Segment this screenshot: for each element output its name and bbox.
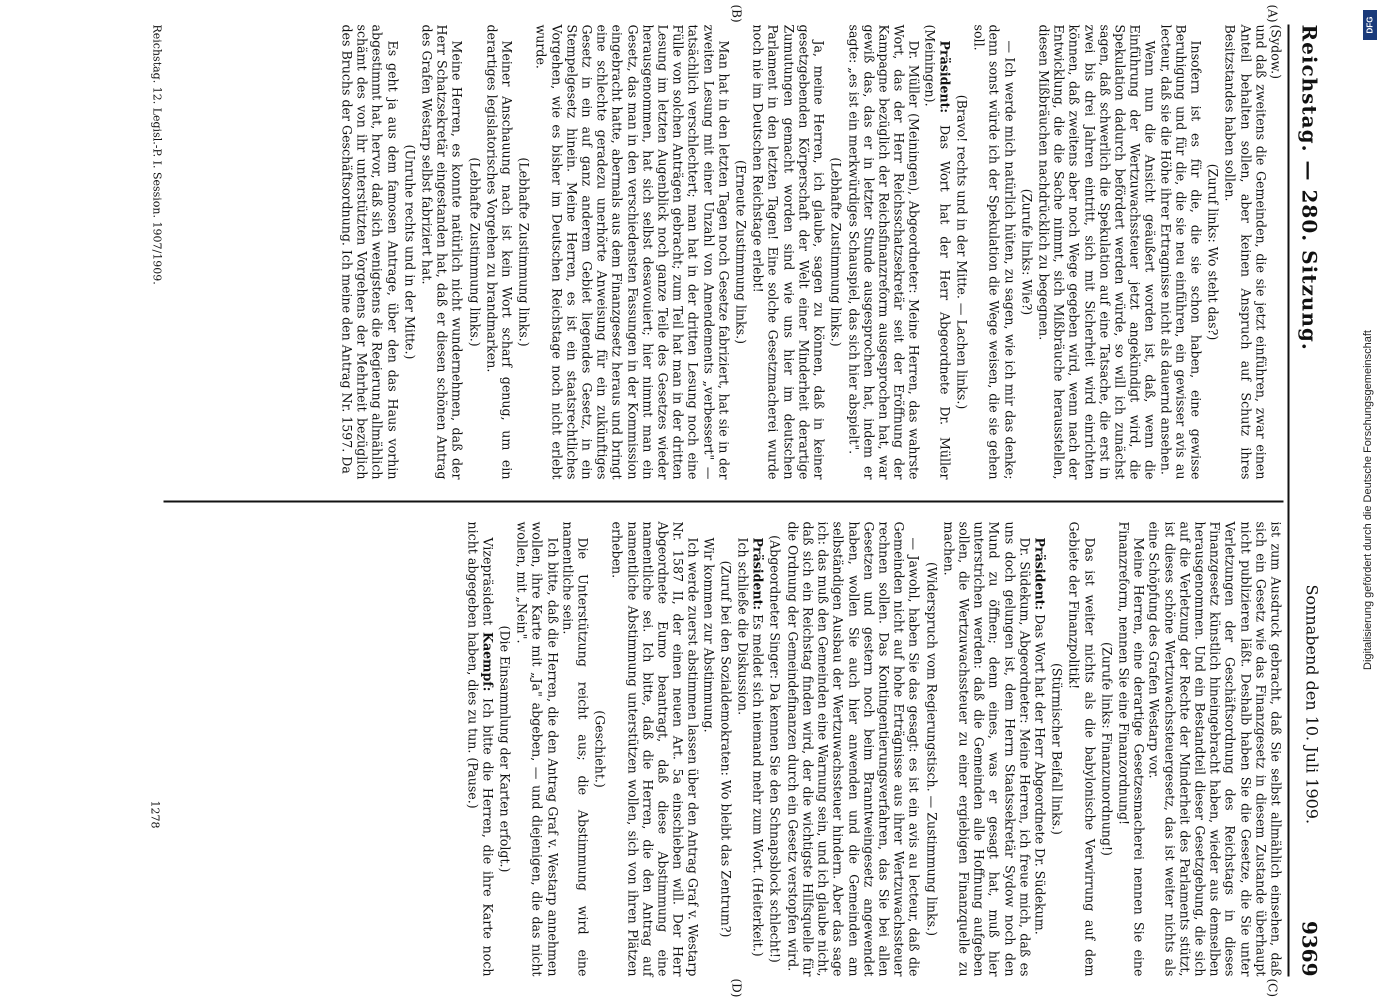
paragraph: Wir kommen zur Abstimmung. <box>700 537 716 733</box>
paragraph: Präsident: Das Wort hat der Herr Abgeordnete Dr. Müller (Meiningen). <box>921 24 952 479</box>
margin-marker-a: (A) <box>1265 4 1279 23</box>
paragraph: (Unruhe rechts und in der Mitte.) <box>401 144 417 359</box>
paragraph: Das ist weiter nichts als die babylonische Verwirrung auf dem Gebiete der Finanzpolitik! <box>1066 521 1097 976</box>
paragraph: (Lebhafte Zustimmung links.) <box>516 156 532 347</box>
paragraph: Meine Herren, eine derartige Gesetzesmacherei nennen Sie eine Finanzreform, nennen Sie eine Finanzordnung! <box>1115 521 1147 976</box>
paragraph: Dr. Südekum, Abgeordneter: Meine Herren, ich freue mich, daß es uns doch gelungen ist, dem Herrn Staatssekretär Sydow noch den Mund zu öffnen; denn eines, was er gesagt hat, muß hier unterstrichen werden: daß die Gemeinden alle Hoffnung aufgeben sollen, die Wertzuwachssteuer zu einer ergiebigen Finanzquelle zu machen. <box>940 521 1032 976</box>
paragraph: Ich werde zuerst abstimmen lassen über den Antrag Graf v. Westarp Nr. 1587 II, der einen neuen Art. 5a einschieben will. Der Herr Abgeordnete Eumo beantragt, daß diese Abstimmung eine namentliche sei. Ich bitte, daß die Herren, die den Antrag auf namentliche Abstimmung unterstützen wollen, sich von ihren Plätzen erheben. <box>609 521 701 976</box>
paragraph: — Jawohl, haben Sie das gesagt: es ist ein avis au lecteur, daß die Gemeinden nicht auf hohe Erträgnisse aus ihrer Wertzuwachssteuer rechnen sollen. Das Kontingentierungsverfahren, das Sie bei allen Gesetzen und gestern noch beim Branntweingesetz angewendet haben, wollen Sie auch hier anwenden und die Gemeinden am selbständigen Ausbau der Wertzuwachssteuer hindern. Aber das sage ich: das muß den Gemeinden eine Warnung sein, und ich glaube nicht, daß sich ein Reichstag finden wird, der die wichtigste Hilfsquelle für die Ordnung der Gemeindefinanzen durch ein Gesetz verstopfen wird. <box>784 521 922 976</box>
speaker-label: Präsident: <box>1031 537 1047 610</box>
paragraph: Wenn nun die Ansicht geäußert worden ist, daß, wenn die Einführung der Wertzuwachssteuer jetzt angekündigt wird, die Spekulation dadurch befördert werden würde, so will ich zunächst sagen, daß schwerlich die Spekulation auf eine Tatsache, die erst in zwei bis drei Jahren eintritt, sich mit Sicherheit wird einrichten können, daß zweitens aber noch Wege gegeben wird, wenn nach der Entwicklung, die die Sache nimmt, sich Mißbräuche herausstellen, diesen Mißbräuchen nachdrücklich zu begegnen. <box>1035 24 1158 479</box>
paragraph: Dr. Müller (Meiningen), Abgeordneter: Meine Herren, das wahrste Wort, das der Herr Reichsschatzsekretär seit der Eröffnung der Kampagne bezüglich der Reichsfinanzreform ausgesprochen hat, war gewiß das, das er in letzter Stunde ausgesprochen hat, indem er sagte: „es ist ein merkwürdiges Schauspiel, das sich hier abspielt". <box>845 24 922 479</box>
paragraph: — Ich werde mich natürlich hüten, zu sagen, wie ich mir das denke; denn sonst würde ich der Spekulation die Wege weisen, die sie gehen soll. <box>971 24 1017 479</box>
paragraph: (Die Einsammlung der Karten erfolgt.) <box>497 625 513 872</box>
paragraph: (Bravo! rechts und in der Mitte. — Lachen links.) <box>953 94 969 409</box>
paragraph: (Lebhafte Zustimmung links.) <box>466 156 482 347</box>
paragraph: Man hat in den letzten Tagen noch Gesetze fabriziert, hat sie in der zweiten Lesung mit einer Unzahl von Amendements „verbessert" — tatsächlich verschlechtert; man hat in der dritten Lesung noch eine Fülle von solchen Anträgen gebracht; zum Teil hat man in der dritten Lesung im letzten Augenblick noch ganze Teile des Gesetzes wieder herausgenommen, hat sich selbst desavouiert; hier nimmt man ein Gesetz, das man in den verschiedensten Fassungen in der Kommission eingebracht hatte, abermals aus dem Finanzgesetz heraus und bringt eine schlechte geradezu unerhörte Anweisung für ein zukünftiges Gesetz in ein auf ganz anderem Gebiet liegendes Gesetz, in ein Stempelgesetz hinein. Meine Herren, es ist ein staatsrechtliches Vorgehen, wie es bisher im Deutschen Reichstage noch nicht erlebt wurde. <box>533 24 731 479</box>
paragraph: (Sydow.) <box>1268 24 1283 79</box>
header-date: Sonnabend den 10. Juli 1909. <box>1302 584 1321 824</box>
column-divider <box>163 500 1283 502</box>
paragraph: (Widerspruch vom Regierungstisch. — Zustimmung links.) <box>923 561 939 936</box>
paragraph: Die Unterstützung reicht aus; die Abstimmung wird eine namentliche sein. <box>559 521 591 976</box>
paragraph: Ich bitte, daß die Herren, die den Antrag Graf v. Westarp annehmen wollen, ihre Karte mit „Ja" abgeben, — und diejenigen, die das nicht wollen, mit „Nein". <box>514 521 560 976</box>
header-page-number: 9369 <box>1297 920 1321 976</box>
paragraph: (Abgeordneter Singer: Da kennen Sie den Schnapsblock schlecht!) <box>767 534 783 963</box>
footer-legislature: Reichstag. 12. Legisl.-P. I. Session. 1907/1909. <box>150 24 163 285</box>
paragraph: (Zurufe links: Wie?) <box>1018 188 1034 315</box>
dfg-logo-text: DFG <box>1365 16 1375 34</box>
paragraph: Ich schließe die Diskussion. <box>735 537 751 715</box>
margin-marker-b: (B) <box>729 4 743 23</box>
paragraph: Ja, meine Herren, ich glaube, sagen zu können, daß in keiner gesetzgebenden Körperschaft der Welt einer Minderheit derartige Zumutungen gemacht worden sind wie uns hier im deutschen Parlament in den letzten Tagen! Eine solche Gesetzmacherei wurde noch nie im Deutschen Reichstage erlebt! <box>750 24 827 479</box>
paragraph: Vizepräsident Kaempf: Ich bitte die Herren, die ihre Karte noch nicht abgegeben haben, dies zu tun. (Pause.) <box>464 521 495 976</box>
footer-sheet-number: 1278 <box>148 800 161 828</box>
paragraph: ist zum Ausdruck gebracht, daß Sie selbst allmählich einsehen, daß sich ein Gesetz wie das Finanzgesetz in diesem Zustande überhaupt nicht publizieren läßt. Deshalb haben Sie die Gesetze, die Sie unter Verletzungen der Geschäftsordnung des Reichstags in dieses Finanzgesetz künstlich hineingebracht haben, wieder aus demselben herausgenommen. Und ein Bestandteil dieser Gesetzgebung, die sich auf die Verletzung der Rechte der Minderheit des Parlaments stützt, ist dieses schöne Wertzuwachssteuergesetz, das ist weiter nichts als eine Schöpfung des Grafen Westarp vor. <box>1146 521 1283 976</box>
paragraph: (Geschieht.) <box>592 709 608 788</box>
left-column <box>339 24 1283 479</box>
page-header <box>1287 24 1329 976</box>
dfg-logo <box>1363 10 1377 40</box>
paragraph: Meine Herren, es konnte natürlich nicht wundernehmen, daß der Herr Schatzsekretär eingestanden hat, daß er diesen schönen Antrag des Grafen Westarp selbst fabriziert hat. <box>419 24 465 479</box>
digitization-note <box>1357 8 1379 992</box>
right-column <box>464 521 1283 976</box>
paragraph: (Zuruf links: Wo steht das?) <box>1205 163 1221 340</box>
margin-marker-c: (C) <box>1265 978 1279 997</box>
paragraph: Es geht ja aus dem famosen Antrage, über den das Haus vorhin abgestimmt hat, hervor, daß sich wenigstens die Regierung allmählich schämt des von ihr unterstützten Vorgehens der Mehrheit bezüglich des Bruchs der Geschäftsordnung. Ich meine den Antrag Nr. 1597. Da <box>339 24 400 479</box>
speaker-label: Präsident: <box>750 537 766 610</box>
margin-marker-d: (D) <box>729 978 743 997</box>
paragraph: (Zurufe links: Finanzunordnung!) <box>1098 641 1114 856</box>
digitization-text: Digitalisierung gefördert durch die Deutsche Forschungsgemeinschaft <box>1362 330 1374 670</box>
speaker-label: Kaempf: <box>479 631 495 691</box>
header-session: Reichstag. — 280. Sitzung. <box>1297 24 1321 351</box>
paragraph: und daß zweitens die Gemeinden, die sie jetzt einführen, zwar einen Anteil behalten sollen, aber keinen Anspruch auf Schutz ihres Besitzstandes haben sollen. <box>1222 24 1268 479</box>
paragraph: Insofern ist es für die, die sie schon haben, eine gewisse Beruhigung und für die, die sie neu einführen, ein gewisser avis au lecteur, daß sie die Höhe ihrer Ertragnisse nicht als dauernd ansehen. <box>1157 24 1203 479</box>
paragraph: Präsident: Das Wort hat der Herr Abgeordnete Dr. Südekum. <box>1031 537 1047 935</box>
paragraph: (Zuruf bei den Sozialdemokraten: Wo bleibt das Zentrum?) <box>717 560 733 937</box>
paragraph: (Lebhafte Zustimmung links.) <box>828 156 844 347</box>
paragraph: (Stürmischer Beifall links.) <box>1049 662 1065 835</box>
speaker-label: Präsident: <box>936 40 952 113</box>
paragraph: Meiner Anschauung nach ist kein Wort scharf genug, um ein derartiges legislatorisches Vorgehen zu brandmarken. <box>483 24 515 479</box>
paragraph: Präsident: Es meldet sich niemand mehr zum Wort. (Heiterkeit.) <box>750 537 766 957</box>
paragraph: (Erneute Zustimmung links.) <box>733 159 749 344</box>
